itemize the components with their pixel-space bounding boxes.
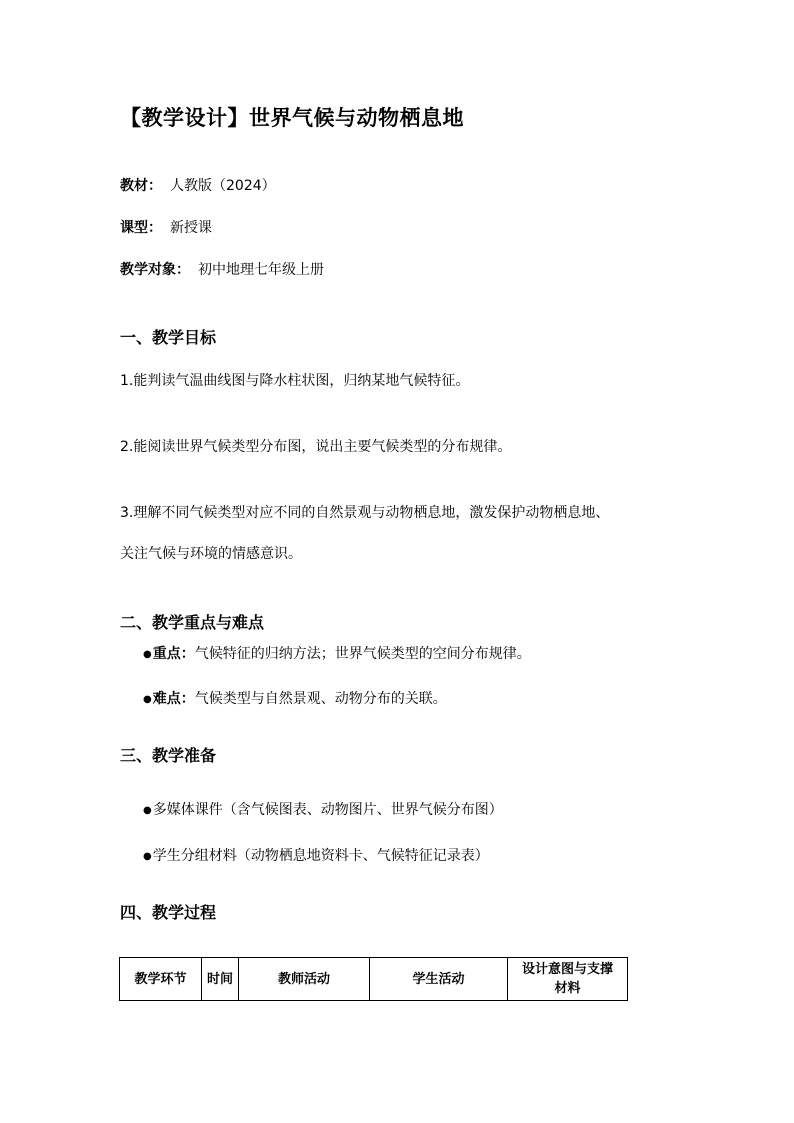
table-header-cell: 教学环节 <box>120 958 202 1001</box>
meta-lesson-type <box>120 217 212 237</box>
goal-item: 2.能阅读世界气候类型分布图，说出主要气候类型的分布规律。 <box>120 439 512 455</box>
table-header-line: 材料 <box>554 981 581 996</box>
teaching-process-table <box>119 957 628 1001</box>
table-header-cell: 时间 <box>202 958 239 1001</box>
bullet-icon: ● <box>143 649 152 660</box>
key-point-text: 气候类型与自然景观、动物分布的关联。 <box>194 691 447 707</box>
table-header-cell <box>508 958 628 1001</box>
section-heading-goals: 一、教学目标 <box>120 328 217 347</box>
key-point-item <box>143 643 531 663</box>
prep-item-text: 学生分组材料（动物栖息地资料卡、气候特征记录表） <box>152 848 489 864</box>
key-point-label: 难点： <box>152 691 195 707</box>
goal-item: 3.理解不同气候类型对应不同的自然景观与动物栖息地，激发保护动物栖息地、 <box>120 505 610 521</box>
goal-item: 1.能判读气温曲线图与降水柱状图，归纳某地气候特征。 <box>120 373 470 389</box>
textbook-value: 人教版（2024） <box>170 178 276 194</box>
prep-item <box>143 799 503 819</box>
key-point-item <box>143 688 447 708</box>
audience-label: 教学对象： <box>120 262 190 278</box>
table-header-cell: 学生活动 <box>370 958 508 1001</box>
section-heading-process: 四、教学过程 <box>120 903 217 922</box>
goal-item-continued: 关注气候与环境的情感意识。 <box>120 546 302 562</box>
key-point-label: 重点： <box>152 646 195 662</box>
key-point-text: 气候特征的归纳方法；世界气候类型的空间分布规律。 <box>194 646 531 662</box>
section-heading-preparation: 三、教学准备 <box>120 746 217 765</box>
section-heading-key-points: 二、教学重点与难点 <box>120 613 265 632</box>
prep-item <box>143 845 489 865</box>
table-header-cell: 教师活动 <box>239 958 370 1001</box>
meta-audience <box>120 259 324 279</box>
meta-textbook <box>120 175 276 195</box>
table-header-line: 设计意图与支撑 <box>521 962 613 977</box>
lesson-type-label: 课型： <box>120 220 162 236</box>
bullet-icon: ● <box>143 694 152 705</box>
bullet-icon: ● <box>143 851 152 862</box>
prep-item-text: 多媒体课件（含气候图表、动物图片、世界气候分布图） <box>152 802 503 818</box>
table-header-row <box>120 958 628 1001</box>
page-title: 【教学设计】世界气候与动物栖息地 <box>120 106 464 130</box>
lesson-type-value: 新授课 <box>170 220 212 236</box>
bullet-icon: ● <box>143 805 152 816</box>
audience-value: 初中地理七年级上册 <box>198 262 324 278</box>
textbook-label: 教材： <box>120 178 162 194</box>
